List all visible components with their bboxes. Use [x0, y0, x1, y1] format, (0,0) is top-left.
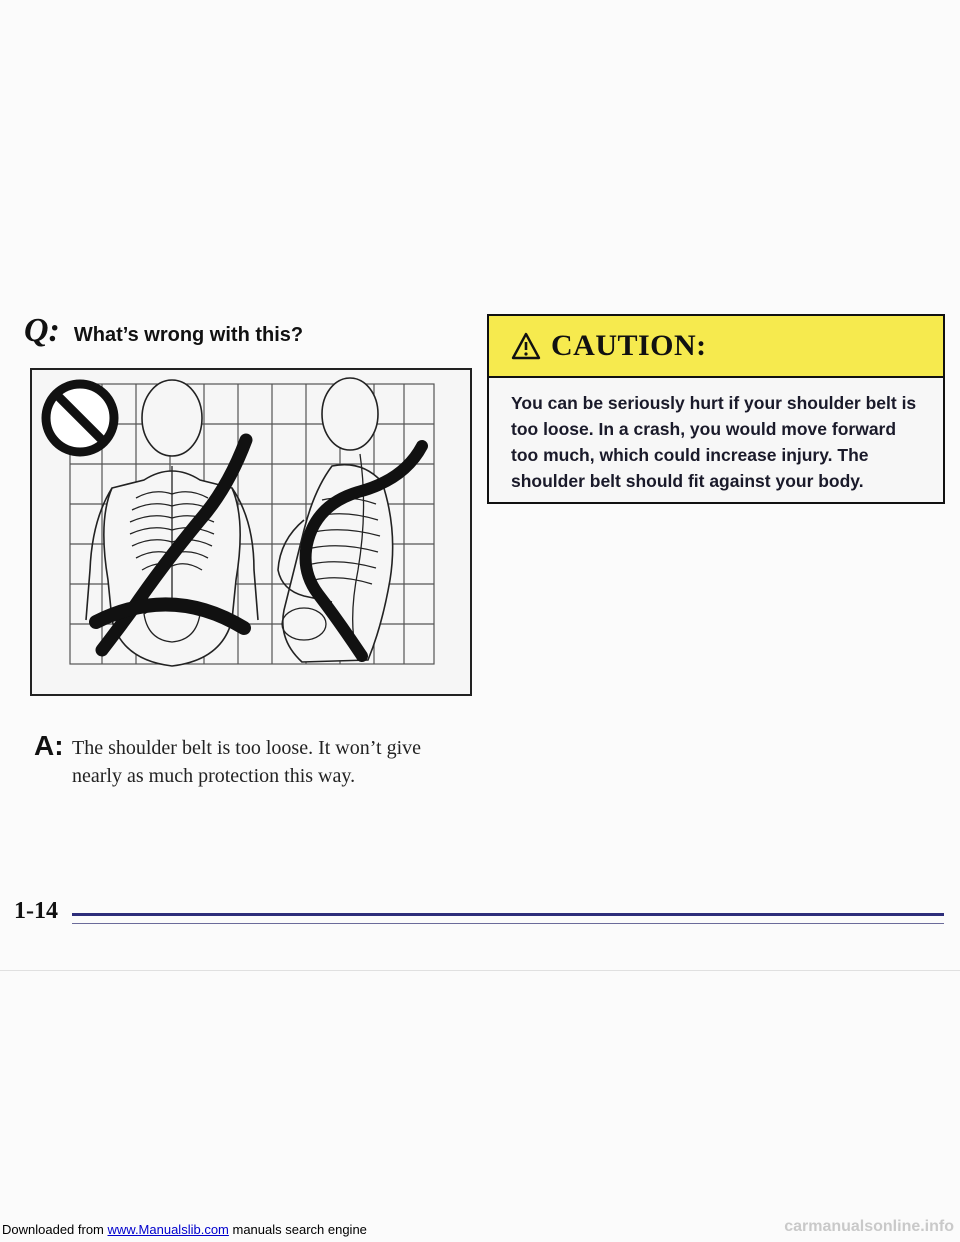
page-rule	[72, 913, 944, 916]
skeleton-illustration	[32, 370, 470, 694]
question-letter: Q:	[24, 312, 60, 349]
prohibited-icon	[46, 384, 114, 452]
question	[24, 312, 303, 350]
answer-text: The shoulder belt is too loose. It won’t give nearly as much protection this way.	[72, 737, 422, 787]
answer-letter: A:	[34, 730, 64, 761]
caution-header	[489, 316, 943, 378]
footer-prefix: Downloaded from	[2, 1222, 108, 1237]
answer	[34, 730, 474, 790]
page-rule-thin	[72, 923, 944, 924]
footer-suffix: manuals search engine	[228, 1222, 367, 1237]
caution-box	[487, 314, 945, 504]
caution-text: You can be seriously hurt if your shoulder belt is too loose. In a crash, you would move forward too much, which could increase injury. The shoulder belt should fit against your body.	[511, 393, 917, 491]
watermark: carmanualsonline.info	[784, 1218, 954, 1235]
question-text: What’s wrong with this?	[73, 324, 304, 346]
warning-triangle-icon	[511, 332, 541, 360]
download-footer	[2, 1222, 367, 1237]
scan-divider	[0, 970, 960, 971]
caution-title: CAUTION:	[551, 329, 707, 362]
page-number: 1-14	[14, 898, 58, 924]
belt-illustration	[30, 368, 472, 696]
manualslib-link[interactable]: www.Manualslib.com	[107, 1222, 229, 1237]
